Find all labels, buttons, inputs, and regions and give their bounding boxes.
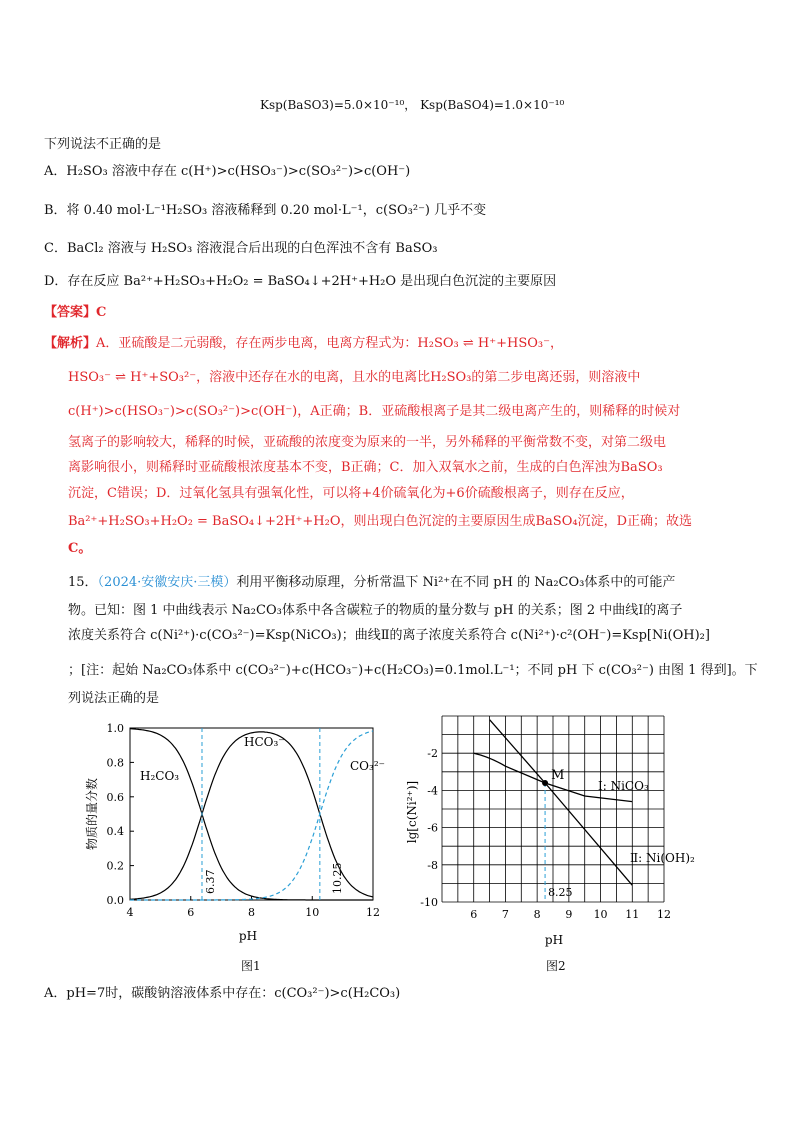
- q15-line-5: 列说法正确的是: [68, 691, 160, 706]
- fig2-xtick-label: 6: [470, 908, 478, 921]
- fig1-label-h2co3: H₂CO₃: [140, 769, 180, 783]
- fig2-label-curve2: Ⅱ: Ni(OH)₂: [630, 851, 695, 865]
- analysis-line-5: 离影响很小，则稀释时亚硫酸根浓度基本不变，B正确；C．加入双氧水之前，生成的白色浑浊为BaSO₃: [68, 460, 663, 475]
- q15-line-4: ；[注：起始 Na₂CO₃体系中 c(CO₃²⁻)+c(HCO₃⁻)+c(H₂CO₃)=0.1mol.L⁻¹；不同 pH 下 c(CO₃²⁻) 由图 1 得到]。下: [68, 663, 758, 678]
- q15-line-1: 15．（2024·安徽安庆·三模）利用平衡移动原理，分析常温下 Ni²⁺在不同 pH 的 Na₂CO₃体系中的可能产: [68, 575, 676, 590]
- analysis-line-3: c(H⁺)>c(HSO₃⁻)>c(SO₃²⁻)>c(OH⁻)，A正确；B．亚硫酸根离子是其二级电离产生的，则稀释的时候对: [68, 404, 681, 419]
- fig1-ytick-label: 0.8: [106, 756, 124, 770]
- fig2-xlabel: pH: [544, 933, 564, 947]
- analysis-line-1: 【解析】A．亚硫酸是二元弱酸，存在两步电离，电离方程式为：H₂SO₃ ⇌ H⁺+HSO₃⁻，: [44, 336, 563, 351]
- q15-line-3: 浓度关系符合 c(Ni²⁺)·c(CO₃²⁻)=Ksp(NiCO₃)；曲线Ⅱ的离子浓度关系符合 c(Ni²⁺)·c²(OH⁻)=Ksp[Ni(OH)₂]: [68, 628, 710, 643]
- fig1-ytick-label: 0.2: [106, 859, 124, 873]
- fig2-label-m: M: [551, 767, 565, 783]
- question-prompt: 下列说法不正确的是: [44, 137, 162, 152]
- fig2-point-m: [542, 780, 548, 786]
- fig2-ytick-label: -6: [427, 821, 438, 835]
- option-d-prev: D．存在反应 Ba²⁺+H₂SO₃+H₂O₂ = BaSO₄↓+2H⁺+H₂O 是出现白色沉淀的主要原因: [44, 274, 557, 289]
- fig1-ytick-label: 0.0: [106, 894, 124, 907]
- analysis-line-8: C。: [68, 541, 92, 556]
- figure-2-svg: [405, 712, 695, 947]
- q15-option-a: A．pH=7时，碳酸钠溶液体系中存在：c(CO₃²⁻)>c(H₂CO₃): [44, 986, 401, 1001]
- fig1-ytick-label: 1.0: [106, 722, 124, 735]
- fig2-xtick-label: 12: [657, 908, 671, 921]
- fig2-ytick-label: -8: [427, 858, 438, 872]
- fig1-xtick-label: 4: [126, 906, 134, 919]
- fig1-label-pka2: 10.25: [331, 862, 344, 894]
- fig1-xlabel: pH: [238, 929, 258, 943]
- option-a-prev: A．H₂SO₃ 溶液中存在 c(H⁺)>c(HSO₃⁻)>c(SO₃²⁻)>c(OH⁻): [44, 164, 411, 179]
- fig2-ylabel: lg[c(Ni²⁺)]: [405, 780, 419, 844]
- fig2-xtick-label: 10: [593, 908, 608, 921]
- option-b-prev: B．将 0.40 mol·L⁻¹H₂SO₃ 溶液稀释到 0.20 mol·L⁻¹，c(SO₃²⁻) 几乎不变: [44, 203, 487, 218]
- fig1-label-co3: CO₃²⁻: [350, 759, 385, 773]
- analysis-line-2: HSO₃⁻ ⇌ H⁺+SO₃²⁻，溶液中还存在水的电离，且水的电离比H₂SO₃的第二步电离还弱，则溶液中: [68, 370, 641, 385]
- fig1-ylabel: 物质的量分数: [85, 777, 99, 851]
- fig2-ytick-label: -2: [427, 747, 438, 761]
- figure-2: [405, 712, 695, 947]
- ksp-line: Ksp(BaSO3)=5.0×10⁻¹⁰， Ksp(BaSO4)=1.0×10⁻¹⁰: [260, 98, 565, 112]
- fig2-xtick-label: 9: [565, 908, 573, 921]
- q15-line-2: 物。已知：图 1 中曲线表示 Na₂CO₃体系中各含碳粒子的物质的量分数与 pH 的关系；图 2 中曲线Ⅰ的离子: [68, 603, 683, 618]
- fig2-xtick-label: 7: [501, 908, 509, 921]
- fig1-xtick-label: 8: [248, 906, 255, 919]
- fig2-ytick-label: -10: [420, 896, 438, 909]
- analysis-line-6: 沉淀，C错误；D．过氧化氢具有强氧化性，可以将+4价硫氧化为+6价硫酸根离子，则存在反应，: [68, 486, 634, 501]
- fig1-xtick-label: 10: [305, 906, 320, 919]
- fig1-ytick-label: 0.4: [106, 825, 124, 839]
- figure-1-svg: [78, 716, 388, 976]
- figure-1-caption: 图1: [241, 959, 261, 973]
- fig2-label-ph-m: 8.25: [548, 886, 573, 899]
- option-c-prev: C．BaCl₂ 溶液与 H₂SO₃ 溶液混合后出现的白色浑浊不含有 BaSO₃: [44, 241, 438, 256]
- figure-2-caption: 图2: [546, 959, 566, 973]
- answer-label: 【答案】C: [44, 305, 107, 320]
- q15-source: （2024·安徽安庆·三模）: [97, 575, 237, 590]
- fig2-label-curve1: Ⅰ: NiCO₃: [598, 779, 649, 793]
- analysis-line-7: Ba²⁺+H₂SO₃+H₂O₂ = BaSO₄↓+2H⁺+H₂O，则出现白色沉淀的主要原因生成BaSO₄沉淀，D正确；故选: [68, 514, 692, 529]
- fig1-label-hco3: HCO₃⁻: [244, 735, 285, 749]
- q15-number: 15．: [68, 575, 98, 590]
- fig2-curve-nioh2: [490, 720, 633, 886]
- fig1-ytick-label: 0.6: [106, 790, 124, 804]
- analysis-line-4: 氢离子的影响较大，稀释的时候，亚硫酸的浓度变为原来的一半，另外稀释的平衡常数不变，对第二级电: [68, 435, 667, 450]
- analysis-tag: 【解析】: [44, 336, 97, 351]
- fig2-xtick-label: 11: [625, 908, 640, 921]
- fig1-xtick-label: 6: [187, 906, 195, 919]
- figure-1: [78, 716, 388, 976]
- fig1-xtick-label: 12: [366, 906, 380, 919]
- fig2-xtick-label: 8: [533, 908, 541, 921]
- fig2-ytick-label: -4: [427, 784, 438, 798]
- fig1-label-pka1: 6.37: [204, 869, 217, 894]
